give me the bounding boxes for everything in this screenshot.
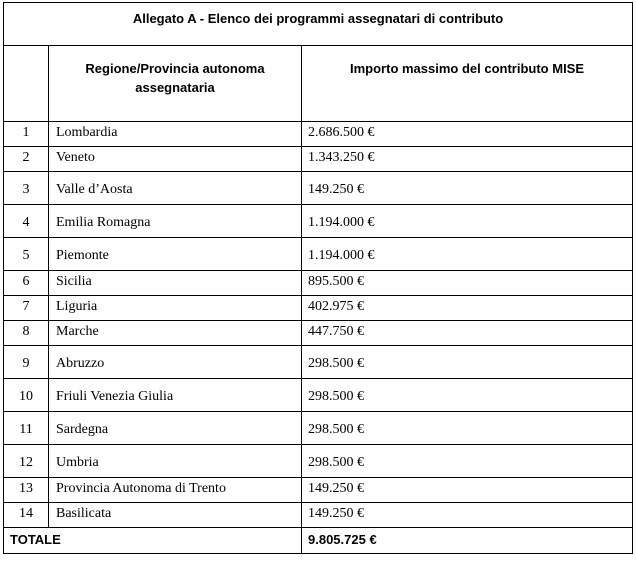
row-amount xyxy=(302,503,633,528)
row-number-text: 4 xyxy=(22,215,30,230)
total-label-cell xyxy=(4,528,302,554)
row-region-text: Sardegna xyxy=(56,422,109,437)
row-amount-text: 1.343.250 € xyxy=(308,150,375,165)
total-amount-cell xyxy=(302,528,633,554)
row-region-text: Lombardia xyxy=(56,125,118,140)
title-row xyxy=(4,3,633,46)
table-row xyxy=(4,412,633,445)
row-region-text: Emilia Romagna xyxy=(56,215,151,230)
total-label: TOTALE xyxy=(10,532,61,547)
row-amount-text: 1.194.000 € xyxy=(308,215,375,230)
row-amount-text: 447.750 € xyxy=(308,324,364,339)
row-region-text: Provincia Autonoma di Trento xyxy=(56,481,226,496)
row-amount xyxy=(302,321,633,346)
row-number xyxy=(4,321,49,346)
header-number-cell xyxy=(4,46,49,122)
row-region-text: Veneto xyxy=(56,150,95,165)
row-region-text: Sicilia xyxy=(56,274,92,289)
row-number-text: 12 xyxy=(19,455,33,470)
row-region xyxy=(49,271,302,296)
table-row xyxy=(4,122,633,147)
row-amount xyxy=(302,205,633,238)
row-amount-text: 149.250 € xyxy=(308,506,364,521)
table-row xyxy=(4,379,633,412)
row-amount-text: 149.250 € xyxy=(308,481,364,496)
row-amount-text: 895.500 € xyxy=(308,274,364,289)
row-number xyxy=(4,122,49,147)
row-region xyxy=(49,296,302,321)
table-row xyxy=(4,271,633,296)
row-number xyxy=(4,346,49,379)
row-amount-text: 298.500 € xyxy=(308,389,364,404)
header-row xyxy=(4,46,633,122)
row-amount xyxy=(302,445,633,478)
allocation-table xyxy=(3,2,633,554)
header-amount: Importo massimo del contributo MISE xyxy=(350,61,585,76)
row-number-text: 5 xyxy=(22,248,30,263)
row-number-text: 6 xyxy=(22,274,30,289)
row-region xyxy=(49,445,302,478)
row-number-text: 2 xyxy=(22,150,30,165)
table-row xyxy=(4,172,633,205)
table-row xyxy=(4,445,633,478)
row-region xyxy=(49,412,302,445)
table-row xyxy=(4,321,633,346)
row-amount xyxy=(302,271,633,296)
row-amount xyxy=(302,238,633,271)
row-amount xyxy=(302,122,633,147)
row-number-text: 10 xyxy=(19,389,33,404)
table-row xyxy=(4,296,633,321)
row-number-text: 13 xyxy=(19,481,33,496)
row-amount xyxy=(302,478,633,503)
row-number xyxy=(4,503,49,528)
row-amount xyxy=(302,147,633,172)
row-region-text: Piemonte xyxy=(56,248,109,263)
row-amount xyxy=(302,379,633,412)
row-region xyxy=(49,503,302,528)
row-amount-text: 298.500 € xyxy=(308,356,364,371)
total-amount: 9.805.725 € xyxy=(308,532,377,547)
table-row xyxy=(4,346,633,379)
table-row xyxy=(4,205,633,238)
row-amount-text: 1.194.000 € xyxy=(308,248,375,263)
row-region-text: Umbria xyxy=(56,455,99,470)
row-region xyxy=(49,478,302,503)
table-row xyxy=(4,147,633,172)
row-number-text: 11 xyxy=(19,422,33,437)
row-number xyxy=(4,412,49,445)
row-number xyxy=(4,172,49,205)
row-number xyxy=(4,478,49,503)
row-number-text: 3 xyxy=(22,182,30,197)
row-region xyxy=(49,122,302,147)
row-region xyxy=(49,346,302,379)
row-amount-text: 298.500 € xyxy=(308,455,364,470)
row-number-text: 8 xyxy=(22,324,30,339)
row-region xyxy=(49,205,302,238)
row-number-text: 7 xyxy=(22,299,30,314)
row-number xyxy=(4,205,49,238)
total-row xyxy=(4,528,633,554)
header-region: Regione/Provincia autonoma assegnataria xyxy=(85,61,265,95)
row-region xyxy=(49,147,302,172)
row-amount xyxy=(302,346,633,379)
table-title xyxy=(4,3,633,46)
row-amount xyxy=(302,412,633,445)
row-region-text: Abruzzo xyxy=(56,356,105,371)
table-title-text: Allegato A - Elenco dei programmi assegnatari di contributo xyxy=(132,11,504,26)
row-amount xyxy=(302,172,633,205)
row-region-text: Marche xyxy=(56,324,99,339)
row-number-text: 14 xyxy=(19,506,33,521)
row-amount-text: 298.500 € xyxy=(308,422,364,437)
row-number xyxy=(4,147,49,172)
row-region xyxy=(49,321,302,346)
table-row xyxy=(4,238,633,271)
row-number xyxy=(4,445,49,478)
row-amount-text: 2.686.500 € xyxy=(308,125,375,140)
row-region xyxy=(49,379,302,412)
row-number-text: 1 xyxy=(22,125,30,140)
row-region xyxy=(49,238,302,271)
row-number xyxy=(4,238,49,271)
row-amount-text: 149.250 € xyxy=(308,182,364,197)
header-region-cell xyxy=(49,46,302,122)
row-region-text: Valle d’Aosta xyxy=(56,182,133,197)
table-row xyxy=(4,478,633,503)
row-region xyxy=(49,172,302,205)
row-region-text: Basilicata xyxy=(56,506,112,521)
row-region-text: Liguria xyxy=(56,299,98,314)
row-number xyxy=(4,296,49,321)
row-amount-text: 402.975 € xyxy=(308,299,364,314)
row-number xyxy=(4,271,49,296)
row-amount xyxy=(302,296,633,321)
row-region-text: Friuli Venezia Giulia xyxy=(56,389,174,404)
row-number xyxy=(4,379,49,412)
table-row xyxy=(4,503,633,528)
header-amount-cell xyxy=(302,46,633,122)
row-number-text: 9 xyxy=(22,356,30,371)
